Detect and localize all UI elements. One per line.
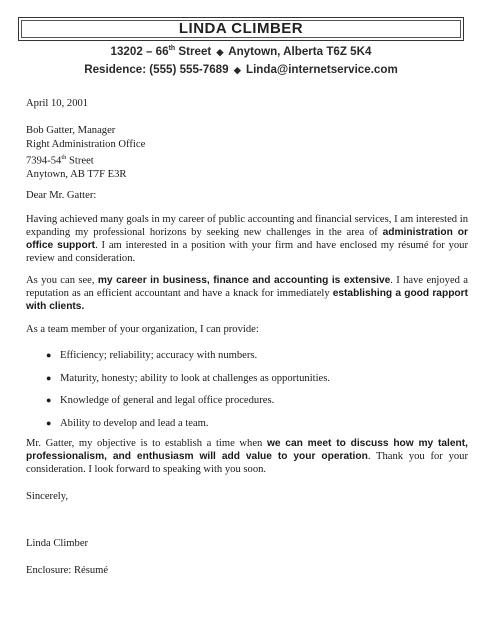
enclosure-line: Enclosure: Résumé [26, 565, 109, 576]
diamond-icon: ◆ [216, 47, 224, 57]
residence-phone: Residence: (555) 555-7689 [84, 63, 229, 76]
sender-contact [0, 63, 482, 76]
sender-name: LINDA CLIMBER [178, 20, 304, 37]
recipient-city: Anytown, AB T7F E3R [26, 169, 127, 181]
paragraph-bold-text: my career in business, finance and accounting is extensive [97, 275, 391, 286]
paragraph-bold-text: administration or office support [26, 226, 468, 251]
paragraph-text: Mr. Gatter, my objective is to establish a time when [26, 438, 267, 449]
recipient-street-name: Street [66, 155, 94, 167]
recipient-street-superscript: th [61, 154, 67, 161]
paragraph-text: As you can see, [26, 275, 98, 286]
paragraph-text: . Thank you for your consideration. I look forward to speaking with you soon. [26, 450, 468, 475]
recipient-name: Bob Gatter, Manager [26, 125, 116, 136]
paragraph-objective [26, 438, 468, 477]
paragraph-bold-text: we can meet to discuss how my talent, professionalism, and enthusiasm will add value to your operation [26, 438, 468, 462]
recipient-office: Right Administration Office [26, 138, 146, 150]
address-number: 13202 – 66 [110, 45, 169, 58]
recipient-street [26, 151, 145, 168]
sender-address [0, 45, 482, 58]
paragraph-intro [26, 214, 468, 266]
paragraph-text: Having achieved many goals in my career of public accounting and financial services, I am interested in expanding my professional horizons by seeking new challenges in the area of [26, 214, 468, 238]
recipient-street-number: 7394-54 [26, 155, 62, 167]
salutation: Dear Mr. Gatter: [26, 190, 97, 201]
list-item-text: Knowledge of general and legal office procedures. [60, 395, 275, 407]
paragraph-team: As a team member of your organization, I can provide: [26, 324, 259, 335]
diamond-icon: ◆ [233, 65, 241, 75]
bullet-icon: ● [46, 372, 52, 383]
closing: Sincerely, [26, 491, 68, 502]
recipient-block [26, 124, 145, 182]
letter-date: April 10, 2001 [26, 98, 89, 109]
letterhead-name-box [18, 17, 464, 41]
bullet-icon: ● [46, 395, 52, 406]
list-item [46, 418, 330, 441]
paragraph-career [26, 275, 468, 314]
signer-name: Linda Climber [26, 538, 89, 549]
address-city: Anytown, Alberta [228, 45, 324, 58]
sender-email: Linda@internetservice.com [245, 63, 398, 76]
address-postal: T6Z 5K4 [323, 45, 372, 58]
paragraph-bold-text: establishing a good rapport with clients. [26, 287, 468, 312]
list-item-text: Maturity, honesty; ability to look at challenges as opportunities. [60, 372, 330, 384]
bullet-icon: ● [46, 350, 52, 360]
list-item-text: Ability to develop and lead a team. [60, 417, 209, 429]
list-item [46, 395, 330, 418]
bullet-icon: ● [46, 417, 52, 428]
list-item-text: Efficiency; reliability; accuracy with numbers. [60, 350, 258, 361]
address-street: Street [175, 45, 212, 58]
paragraph-text: . I have enjoyed a reputation as an efficient accountant and have a knack for immediately [26, 275, 468, 299]
paragraph-text: . I am interested in a position with your firm and have enclosed my résumé for your review and consideration. [26, 239, 468, 264]
list-item [46, 373, 330, 396]
list-item [46, 350, 330, 373]
address-superscript: th [168, 45, 176, 53]
qualifications-list [46, 350, 330, 440]
